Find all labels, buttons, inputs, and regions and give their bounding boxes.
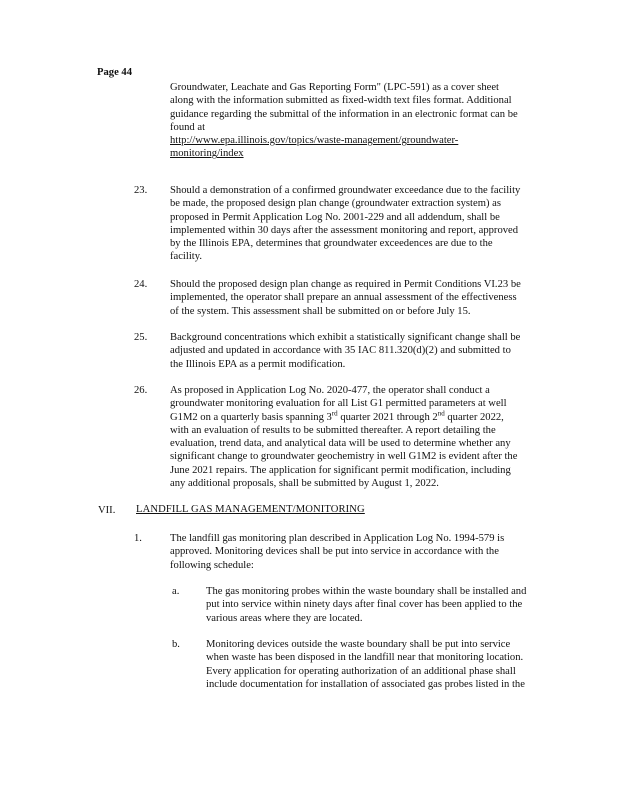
text-line: any additional proposals, shall be submitted by August 1, 2022. xyxy=(170,478,439,490)
text-line: with an evaluation of results to be submitted thereafter. A report detailing the xyxy=(170,424,496,436)
text-line xyxy=(170,411,566,424)
text-line: by the Illinois EPA, determines that groundwater exceedences are due to the xyxy=(170,238,493,250)
text-line: Every application for operating authorization of an additional phase shall xyxy=(206,665,516,677)
text-line: significant change to groundwater geochemistry in well G1M2 is evident after the xyxy=(170,451,518,463)
text-fragment: G1M2 on a quarterly basis spanning 3 xyxy=(170,411,332,423)
text-line: implemented, the operator shall prepare an annual assessment of the effectiveness xyxy=(170,292,517,304)
item-number: 1. xyxy=(134,533,142,544)
section-item-1-text xyxy=(170,532,566,572)
text-line: guidance regarding the submittal of the information in an electronic format can be xyxy=(170,108,518,120)
text-line: various areas where they are located. xyxy=(206,612,363,624)
text-line: As proposed in Application Log No. 2020-477, the operator shall conduct a xyxy=(170,385,490,396)
text-line: Groundwater, Leachate and Gas Reporting Form" (LPC-591) as a cover sheet xyxy=(170,82,499,93)
section-number: VII. xyxy=(98,505,116,516)
text-line: June 2021 repairs. The application for significant permit modification, including xyxy=(170,464,511,476)
item-23-text xyxy=(170,184,566,264)
sub-item-a-text xyxy=(206,585,566,625)
item-25-text xyxy=(170,331,566,371)
text-line: found at xyxy=(170,121,206,133)
text-line: Monitoring devices outside the waste boundary shall be put into service xyxy=(206,639,511,650)
item-24-text xyxy=(170,278,566,318)
text-line: The landfill gas monitoring plan described in Application Log No. 1994-579 is xyxy=(170,533,505,544)
text-line: Should a demonstration of a confirmed groundwater exceedance due to the facility xyxy=(170,185,521,196)
intro-paragraph xyxy=(170,81,566,161)
text-line: the Illinois EPA as a permit modification. xyxy=(170,358,346,370)
text-line: along with the information submitted as fixed-width text files format. Additional xyxy=(170,95,512,107)
item-number: 25. xyxy=(134,332,148,343)
text-line: be made, the proposed design plan change (groundwater extraction system) as xyxy=(170,198,501,210)
section-heading: LANDFILL GAS MANAGEMENT/MONITORING xyxy=(136,504,365,515)
text-line: evaluation, trend data, and analytical data will be used to determine whether any xyxy=(170,438,511,450)
item-number: 24. xyxy=(134,279,148,290)
text-line: Should the proposed design plan change as required in Permit Conditions VI.23 be xyxy=(170,279,521,290)
guidance-link-cont[interactable]: monitoring/index xyxy=(170,148,244,160)
sub-item-letter: a. xyxy=(172,586,180,597)
text-line: approved. Monitoring devices shall be put into service in accordance with the xyxy=(170,546,499,558)
item-number: 23. xyxy=(134,185,148,196)
text-line: following schedule: xyxy=(170,559,254,571)
item-number: 26. xyxy=(134,385,148,396)
text-line: The gas monitoring probes within the waste boundary shall be installed and xyxy=(206,586,527,597)
text-line: proposed in Permit Application Log No. 2001-229 and all addendum, shall be xyxy=(170,211,500,223)
text-line: facility. xyxy=(170,251,202,263)
superscript: nd xyxy=(437,409,445,418)
text-fragment: quarter 2021 through 2 xyxy=(337,411,438,423)
text-line: put into service within ninety days after final cover has been applied to the xyxy=(206,599,523,611)
text-fragment: quarter 2022, xyxy=(444,411,504,423)
superscript: rd xyxy=(331,409,338,418)
text-line: groundwater monitoring evaluation for all List G1 permitted parameters at well xyxy=(170,398,507,410)
text-line: adjusted and updated in accordance with 35 IAC 811.320(d)(2) and submitted to xyxy=(170,345,511,357)
text-line: include documentation for installation of associated gas probes listed in the xyxy=(206,678,525,690)
text-line: when waste has been disposed in the landfill near that monitoring location. xyxy=(206,652,524,664)
text-line: of the system. This assessment shall be submitted on or before July 15. xyxy=(170,305,471,317)
text-line: implemented within 30 days after the assessment monitoring and report, approved xyxy=(170,224,519,236)
text-line: Background concentrations which exhibit a statistically significant change shall be xyxy=(170,332,521,343)
guidance-link[interactable]: http://www.epa.illinois.gov/topics/waste-management/groundwater- xyxy=(170,135,459,147)
sub-item-letter: b. xyxy=(172,639,180,650)
sub-item-b-text xyxy=(206,638,566,691)
page-number: Page 44 xyxy=(97,67,133,78)
item-26-text xyxy=(170,384,566,490)
